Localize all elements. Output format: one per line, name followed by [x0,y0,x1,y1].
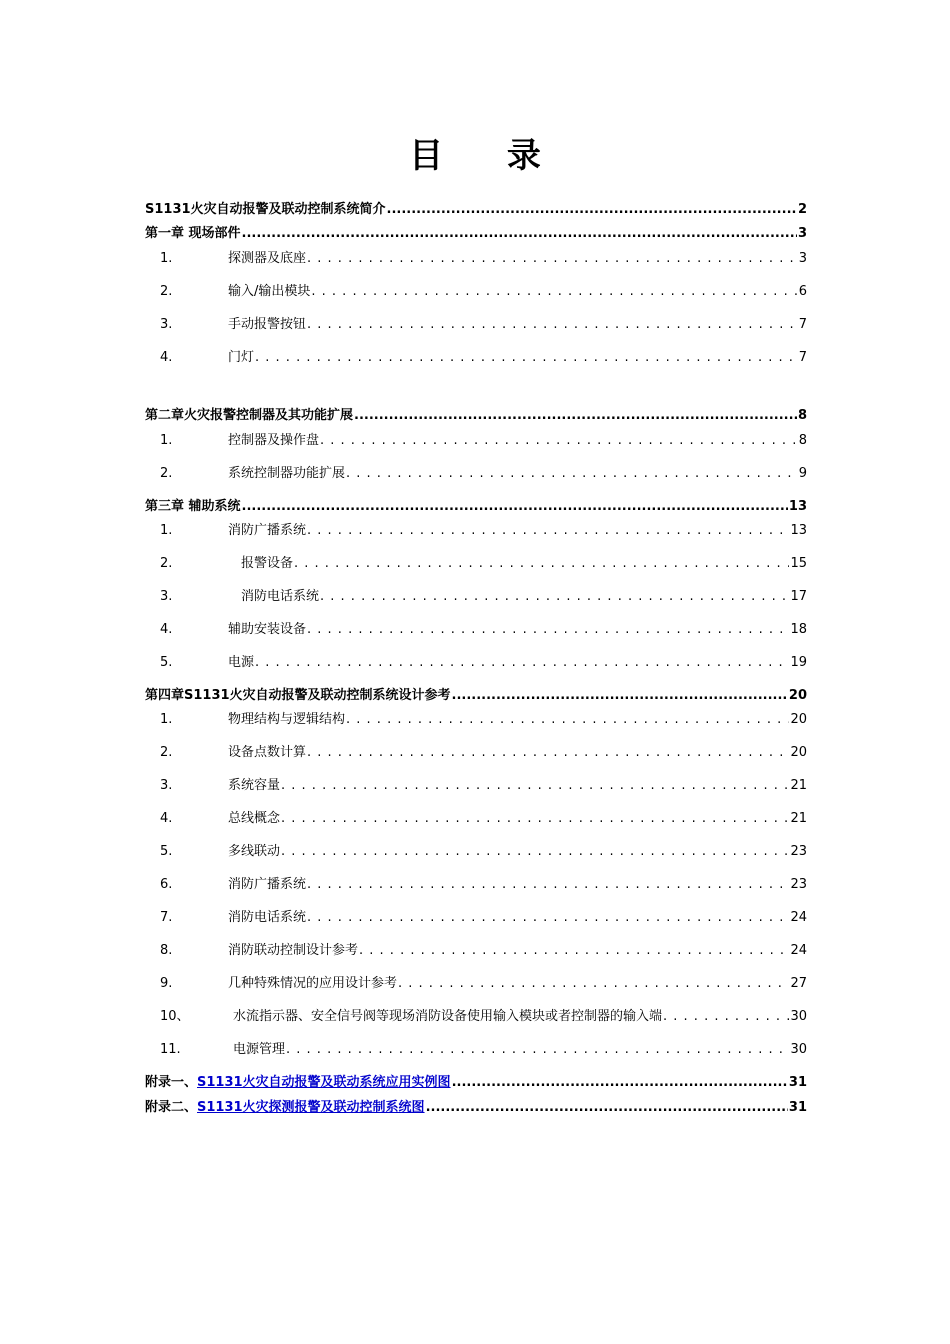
toc-entry-title: 报警设备 [241,556,294,571]
toc-item-number: 10、 [160,1009,190,1024]
toc-item-number: 1. [160,433,173,448]
toc-entry-title: 控制器及操作盘 [228,433,320,448]
toc-page-number: 8 [798,433,807,448]
toc-page-number: 30 [790,1042,807,1057]
toc-page-number: 31 [788,1075,807,1090]
toc-leader-dots [242,500,788,514]
toc-page-number: 17 [790,589,807,604]
toc-item [145,246,807,266]
toc-page-number: 3 [798,251,807,266]
toc-item-number: 4. [160,622,173,637]
toc-leader-dots [452,1076,788,1090]
toc-appendix-link[interactable]: S1131火灾自动报警及联动系统应用实例图 [197,1075,451,1090]
toc-item-number: 3. [160,317,173,332]
toc-item-number: 2. [160,466,173,481]
toc-entry-title: S1131火灾自动报警及联动控制系统简介 [145,202,386,217]
toc-entry-title: 消防电话系统 [228,910,307,925]
toc-entry-title: 几种特殊情况的应用设计参考 [228,976,398,991]
toc-leader-dots [307,318,798,332]
toc-leader-dots [346,713,789,727]
toc-page-number: 21 [790,778,807,793]
toc-appendix [145,1070,807,1090]
toc-item [145,1037,807,1057]
toc-appendix-link[interactable]: S1131火灾探测报警及联动控制系统图 [197,1100,425,1115]
toc-item-number: 4. [160,350,173,365]
toc-leader-dots [354,409,797,423]
toc-page-number: 21 [790,811,807,826]
toc-item [145,1004,807,1024]
toc-page-number: 9 [798,466,807,481]
toc-item [145,345,807,365]
toc-entry-title: 第四章S1131火灾自动报警及联动控制系统设计参考 [145,688,451,703]
toc-leader-dots [255,351,798,365]
toc-page-number: 7 [798,350,807,365]
toc-item-number: 4. [160,811,173,826]
toc-page-number: 20 [790,745,807,760]
toc-leader-dots [452,689,788,703]
toc-chapter [145,197,807,217]
toc-page-number: 31 [788,1100,807,1115]
toc-item [145,806,807,826]
toc-item [145,279,807,299]
toc-page-number: 2 [797,202,807,217]
toc-item [145,428,807,448]
toc-item-number: 11. [160,1042,181,1057]
toc-item-number: 1. [160,523,173,538]
toc-entry-title: 物理结构与逻辑结构 [228,712,346,727]
toc-page-number: 24 [790,943,807,958]
toc-item-number: 9. [160,976,173,991]
toc-page-number: 6 [798,284,807,299]
toc-leader-dots [359,944,789,958]
toc-entry-title: 多线联动 [228,844,281,859]
toc-leader-dots [320,590,789,604]
toc-item [145,650,807,670]
toc-entry-title: 电源管理 [233,1042,286,1057]
toc-leader-dots [286,1043,789,1057]
toc-item [145,740,807,760]
toc-leader-dots [398,977,789,991]
toc-item [145,707,807,727]
toc-chapter [145,221,807,241]
toc-entry-title: 输入/输出模块 [228,284,311,299]
toc-entry-title: 门灯 [228,350,255,365]
toc-item [145,312,807,332]
toc-item [145,461,807,481]
toc-entry-title: 第二章火灾报警控制器及其功能扩展 [145,408,354,423]
toc-page-number: 20 [788,688,807,703]
toc-entry-title: 设备点数计算 [228,745,307,760]
toc-leader-dots [242,227,797,241]
toc-leader-dots [281,779,789,793]
toc-leader-dots [426,1101,788,1115]
toc-leader-dots [387,203,797,217]
toc-leader-dots [307,524,789,538]
toc-entry-title: 消防广播系统 [228,523,307,538]
toc-leader-dots [281,812,789,826]
toc-page-number: 24 [790,910,807,925]
toc-page-number: 15 [790,556,807,571]
toc-leader-dots [307,746,789,760]
toc-entry-title: 第一章 现场部件 [145,226,241,241]
toc-page-number: 19 [790,655,807,670]
toc-item [145,938,807,958]
toc-entry-title: 消防广播系统 [228,877,307,892]
toc-entry-title: 消防联动控制设计参考 [228,943,359,958]
toc-item-number: 1. [160,251,173,266]
toc-page-number: 27 [790,976,807,991]
toc-entry-title: 手动报警按钮 [228,317,307,332]
toc-chapter [145,683,807,703]
toc-leader-dots [307,911,789,925]
toc-entry-title: 系统控制器功能扩展 [228,466,346,481]
toc-entry-title: 水流指示器、安全信号阀等现场消防设备使用输入模块或者控制器的输入端 [233,1009,663,1024]
toc-page-number: 20 [790,712,807,727]
toc-leader-dots [307,252,798,266]
toc-item-number: 7. [160,910,173,925]
toc-item-number: 3. [160,778,173,793]
toc-entry-title: 第三章 辅助系统 [145,499,241,514]
toc-item-number: 2. [160,556,173,571]
toc-page-number: 23 [790,844,807,859]
toc-leader-dots [346,467,798,481]
toc-entry-title: 消防电话系统 [241,589,320,604]
toc-item-number: 6. [160,877,173,892]
toc-appendix [145,1095,807,1115]
toc-page-number: 3 [797,226,807,241]
toc-chapter [145,403,807,423]
toc-leader-dots [255,656,789,670]
toc-chapter [145,494,807,514]
toc-item [145,584,807,604]
toc-item-number: 3. [160,589,173,604]
toc-page-number: 30 [790,1009,807,1024]
page-title: 目 录 [409,136,567,176]
toc-appendix-prefix: 附录一、 [145,1075,198,1090]
toc-item [145,617,807,637]
toc-page-number: 13 [788,499,807,514]
toc-item [145,839,807,859]
toc-leader-dots [320,434,798,448]
toc-leader-dots [294,557,789,571]
toc-leader-dots [663,1010,789,1024]
toc-entry-title: 电源 [228,655,255,670]
toc-appendix-prefix: 附录二、 [145,1100,198,1115]
toc-item-number: 2. [160,284,173,299]
toc-entry-title: 探测器及底座 [228,251,307,266]
toc-item [145,518,807,538]
toc-entry-title: 总线概念 [228,811,281,826]
toc-leader-dots [307,878,789,892]
toc-item-number: 1. [160,712,173,727]
toc-item [145,773,807,793]
toc-leader-dots [307,623,789,637]
toc-item-number: 5. [160,844,173,859]
toc-entry-title: 系统容量 [228,778,281,793]
toc-page-number: 7 [798,317,807,332]
toc-item [145,551,807,571]
toc-page-number: 13 [790,523,807,538]
toc-page-number: 23 [790,877,807,892]
toc-item [145,872,807,892]
toc-page-number: 8 [797,408,807,423]
toc-item [145,905,807,925]
toc-item [145,971,807,991]
toc-entry-title: 辅助安装设备 [228,622,307,637]
toc-page-number: 18 [790,622,807,637]
toc-item-number: 8. [160,943,173,958]
toc-item-number: 2. [160,745,173,760]
toc-item-number: 5. [160,655,173,670]
toc-leader-dots [281,845,789,859]
toc-leader-dots [311,285,797,299]
